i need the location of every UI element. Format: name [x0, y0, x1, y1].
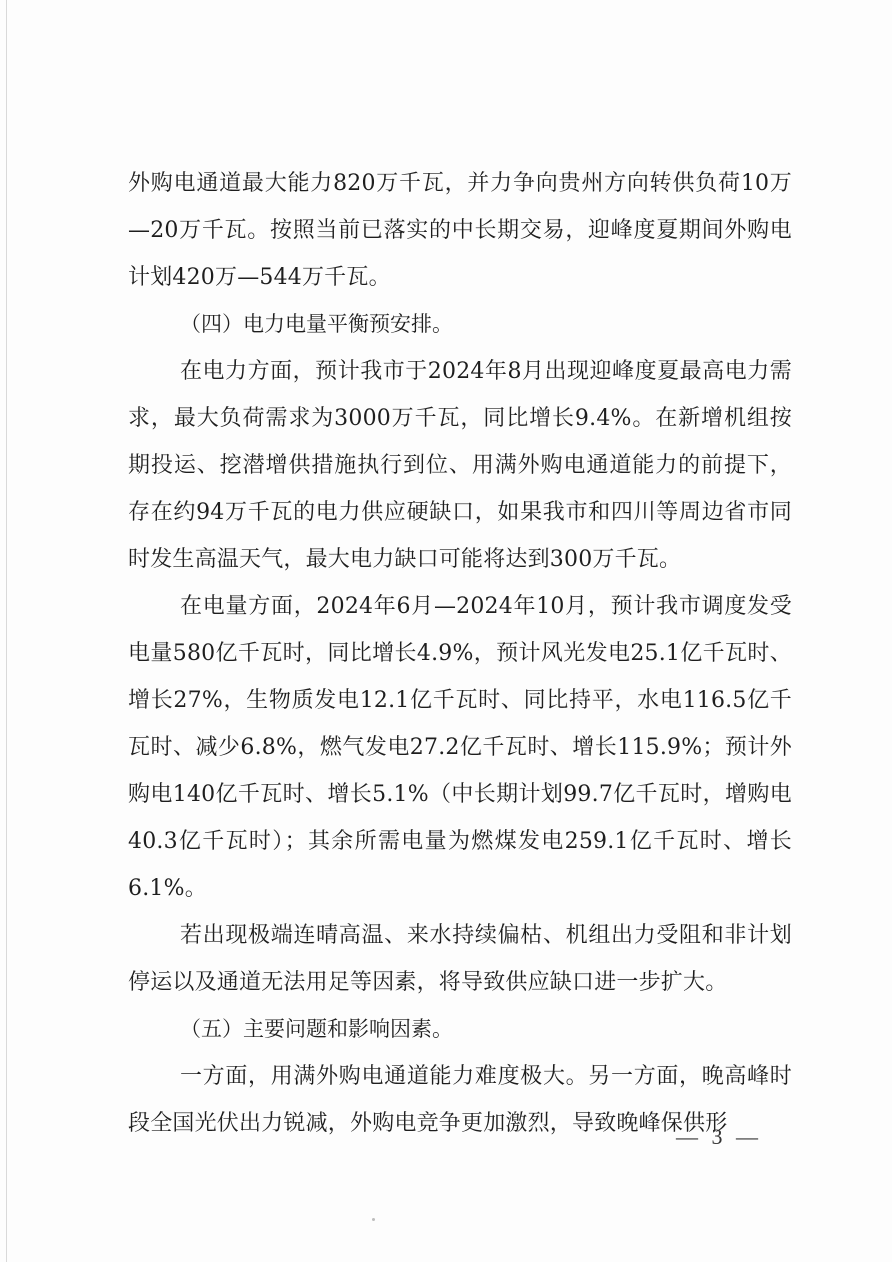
paragraph-extreme-conditions: 若出现极端连晴高温、来水持续偏枯、机组出力受阻和非计划停运以及通道无法用足等因素，将导致供应缺口进一步扩大。 [128, 923, 792, 995]
section-heading-balance: （四）电力电量平衡预安排。 [180, 312, 453, 336]
scan-artifact-dot [372, 1218, 375, 1221]
document-body [128, 160, 792, 1147]
paragraph-main-issues: 一方面，用满外购电通道能力难度极大。另一方面，晚高峰时段全国光伏出力锐减，外购电竞争更加激烈，导致晚峰保供形 [128, 1064, 792, 1136]
paragraph-energy-volume: 在电量方面，2024年6月—2024年10月，预计我市调度发受电量580亿千瓦时，同比增长4.9%，预计风光发电25.1亿千瓦时、增长27%，生物质发电12.1亿千瓦时、同比持平，水电116.5亿千瓦时、减少6.8%，燃气发电27.2亿千瓦时、增长115.9%；预计外购电140亿千瓦时、增长5.1%（中长期计划99.7亿千瓦时，增购电40.3亿千瓦时）；其余所需电量为燃煤发电259.1亿千瓦时、增长6.1%。 [128, 594, 792, 901]
page-edge-line [6, 0, 7, 1262]
section-heading-issues: （五）主要问题和影响因素。 [180, 1017, 453, 1041]
paragraph-power-demand: 在电力方面，预计我市于2024年8月出现迎峰度夏最高电力需求，最大负荷需求为3000万千瓦，同比增长9.4%。在新增机组按期投运、挖潜增供措施执行到位、用满外购电通道能力的前提下，存在约94万千瓦的电力供应硬缺口，如果我市和四川等周边省市同时发生高温天气，最大电力缺口可能将达到300万千瓦。 [128, 359, 792, 572]
page-number: — 3 — [676, 1124, 762, 1149]
paragraph-outsourced-capacity: 外购电通道最大能力820万千瓦，并力争向贵州方向转供负荷10万—20万千瓦。按照当前已落实的中长期交易，迎峰度夏期间外购电计划420万—544万千瓦。 [128, 171, 792, 290]
